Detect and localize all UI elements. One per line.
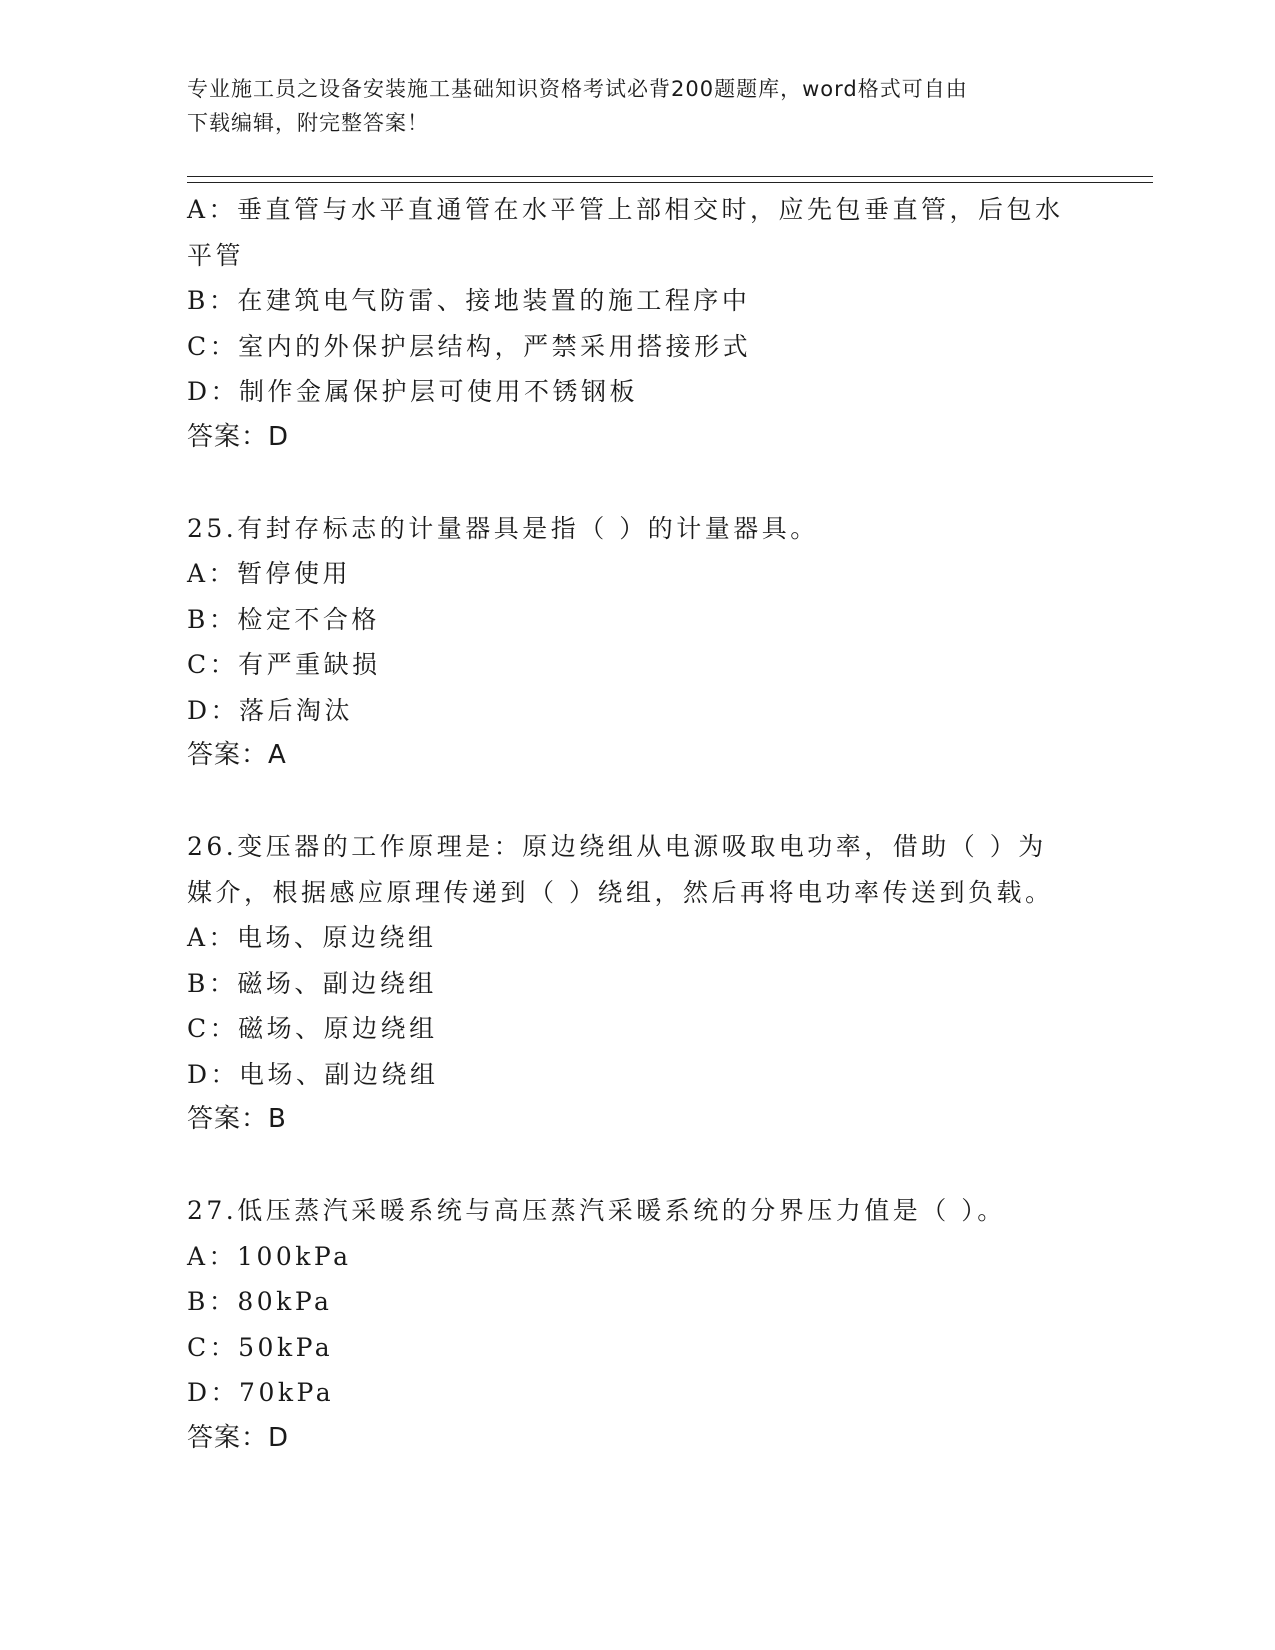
option-d: D：70kPa	[187, 1378, 335, 1407]
option-a-line-2: 平管	[187, 240, 245, 270]
option-d: D：电场、副边绕组	[187, 1059, 439, 1089]
option-c: C：50kPa	[187, 1332, 334, 1362]
question-text-line-2: 媒介，根据感应原理传递到（ ）绕组，然后再将电功率传送到负载。	[187, 877, 1054, 907]
option-c: C：有严重缺损	[187, 650, 381, 679]
header-line-1: 专业施工员之设备安装施工基础知识资格考试必背200题题库，word格式可自由	[187, 77, 968, 101]
question-text: 25.有封存标志的计量器具是指（ ）的计量器具。	[187, 513, 819, 543]
option-b: B：检定不合格	[187, 604, 380, 634]
option-b: B：80kPa	[187, 1287, 333, 1316]
option-d: D：制作金属保护层可使用不锈钢板	[187, 377, 639, 406]
option-c: C：磁场、原边绕组	[187, 1014, 438, 1043]
option-c: C：室内的外保护层结构，严禁采用搭接形式	[187, 331, 752, 361]
option-a: A：100kPa	[187, 1241, 352, 1271]
header-line-2: 下载编辑，附完整答案！	[187, 111, 429, 135]
option-b: B：磁场、副边绕组	[187, 968, 437, 998]
header-rule-top	[187, 176, 1153, 177]
question-24-block	[187, 187, 1087, 460]
spacer	[187, 779, 1087, 825]
question-list	[187, 187, 1087, 1461]
question-27-block	[187, 1188, 1087, 1461]
question-26-block	[187, 824, 1087, 1143]
answer: 答案：D	[187, 421, 290, 452]
document-header	[187, 72, 1087, 140]
option-a: A：电场、原边绕组	[187, 923, 437, 952]
option-b: B：在建筑电气防雷、接地装置的施工程序中	[187, 286, 751, 315]
answer: 答案：A	[187, 740, 287, 770]
question-25-block	[187, 506, 1087, 779]
option-a-line-1: A：垂直管与水平直通管在水平管上部相交时，应先包垂直管，后包水	[187, 195, 1064, 224]
spacer	[187, 460, 1087, 506]
answer: 答案：D	[187, 1422, 290, 1453]
option-d: D：落后淘汰	[187, 695, 354, 725]
spacer	[187, 1143, 1087, 1189]
question-text-line-1: 26.变压器的工作原理是：原边绕组从电源吸取电功率，借助（ ）为	[187, 832, 1047, 861]
question-text: 27.低压蒸汽采暖系统与高压蒸汽采暖系统的分界压力值是（ ）。	[187, 1196, 1006, 1225]
option-a: A：暂停使用	[187, 559, 352, 588]
header-rule-bottom	[187, 182, 1153, 183]
answer: 答案：B	[187, 1104, 287, 1134]
